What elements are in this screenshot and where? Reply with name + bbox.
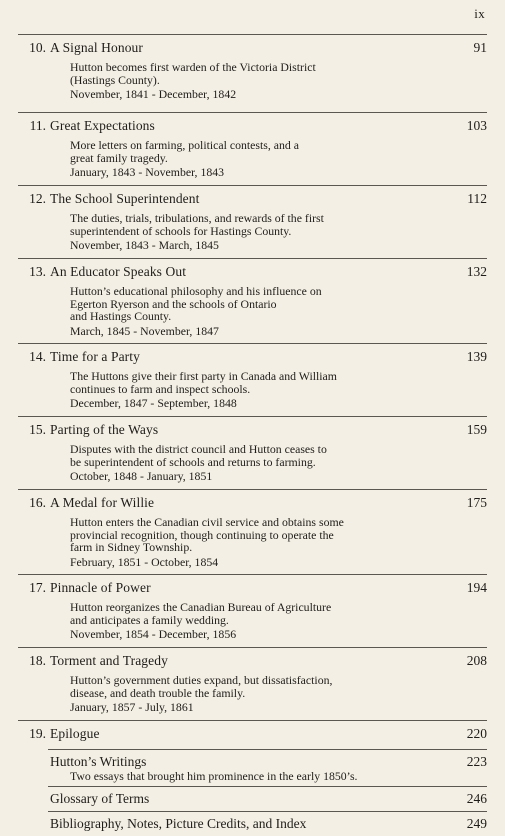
chapter-title: Torment and Tragedy — [50, 653, 168, 668]
chapter-number: 16. — [29, 495, 46, 510]
chapter-page: 132 — [466, 264, 487, 279]
chapter-dates: October, 1848 - January, 1851 — [70, 469, 213, 484]
description-line: More letters on farming, political contests, and a — [70, 138, 299, 152]
section-page: 223 — [466, 754, 487, 769]
description-line: (Hastings County). — [70, 72, 160, 87]
description-line: Hutton’s educational philosophy and his influence on — [70, 284, 322, 298]
toc-entry-chapter-13[interactable] — [0, 259, 505, 343]
chapter-description — [70, 212, 459, 237]
chapter-number: 12. — [29, 191, 46, 206]
section-title: Hutton’s Writings — [50, 754, 147, 769]
toc-entry-chapter-18[interactable] — [0, 648, 505, 720]
chapter-page: 103 — [466, 118, 487, 133]
chapter-dates: March, 1845 - November, 1847 — [70, 323, 219, 338]
chapter-number: 17. — [29, 580, 46, 595]
section-description: Two essays that brought him prominence in the early 1850’s. — [70, 769, 358, 783]
toc-entry-chapter-15[interactable] — [0, 417, 505, 489]
chapter-title: Parting of the Ways — [50, 422, 159, 437]
chapter-title: Great Expectations — [50, 118, 155, 133]
chapter-page: 220 — [466, 726, 487, 741]
toc-entry-huttons-writings[interactable] — [0, 750, 505, 786]
chapter-description — [70, 674, 459, 699]
description-line: continues to farm and inspect schools. — [70, 381, 251, 396]
description-line: superintendent of schools for Hastings County. — [70, 223, 292, 238]
description-line: Egerton Ryerson and the schools of Ontario — [70, 296, 277, 311]
chapter-dates: January, 1843 - November, 1843 — [70, 165, 225, 180]
chapter-title: Time for a Party — [50, 349, 140, 364]
toc-entry-bibliography[interactable] — [0, 812, 505, 836]
chapter-dates: January, 1857 - July, 1861 — [70, 700, 194, 715]
chapter-description — [70, 601, 459, 626]
chapter-number: 11. — [29, 118, 46, 133]
chapter-number: 10. — [29, 40, 46, 55]
description-line: Hutton becomes first warden of the Victoria District — [70, 60, 316, 74]
chapter-page: 194 — [466, 580, 487, 595]
toc-entry-chapter-12[interactable] — [0, 186, 505, 258]
chapter-description — [70, 370, 459, 395]
section-title: Bibliography, Notes, Picture Credits, and Index — [50, 816, 307, 831]
toc-entry-chapter-14[interactable] — [0, 344, 505, 416]
chapter-page: 208 — [466, 653, 487, 668]
description-line: disease, and death trouble the family. — [70, 685, 246, 700]
description-line: great family tragedy. — [70, 150, 168, 165]
chapter-title: A Medal for Willie — [50, 495, 155, 510]
chapter-number: 18. — [29, 653, 46, 668]
description-line: and anticipates a family wedding. — [70, 612, 229, 627]
description-line: farm in Sidney Township. — [70, 540, 193, 555]
description-line: The Huttons give their first party in Canada and William — [70, 369, 337, 383]
toc-entry-chapter-17[interactable] — [0, 575, 505, 647]
chapter-description — [70, 285, 459, 323]
chapter-dates: November, 1854 - December, 1856 — [70, 627, 237, 642]
description-line: provincial recognition, though continuing to operate the — [70, 527, 334, 542]
chapter-title: Epilogue — [50, 726, 100, 741]
toc-entry-glossary[interactable] — [0, 787, 505, 811]
chapter-title: The School Superintendent — [50, 191, 200, 206]
chapter-page: 175 — [466, 495, 487, 510]
description-line: Disputes with the district council and Hutton ceases to — [70, 442, 327, 456]
page-number: ix — [474, 6, 485, 21]
description-line: and Hastings County. — [70, 309, 172, 324]
toc-entry-chapter-16[interactable] — [0, 490, 505, 574]
section-page: 249 — [466, 816, 487, 831]
description-line: Hutton enters the Canadian civil service and obtains some — [70, 515, 344, 529]
chapter-title: An Educator Speaks Out — [50, 264, 187, 279]
toc-entry-epilogue[interactable] — [0, 721, 505, 746]
toc-entry-chapter-10[interactable] — [0, 35, 505, 112]
description-line: Hutton’s government duties expand, but dissatisfaction, — [70, 673, 333, 687]
chapter-number: 14. — [29, 349, 46, 364]
chapter-title: A Signal Honour — [50, 40, 144, 55]
description-line: be superintendent of schools and returns to farming. — [70, 454, 316, 469]
section-page: 246 — [466, 791, 487, 806]
chapter-number: 15. — [29, 422, 46, 437]
chapter-number: 19. — [29, 726, 46, 741]
chapter-description — [70, 61, 459, 86]
chapter-dates: November, 1843 - March, 1845 — [70, 238, 219, 253]
section-title: Glossary of Terms — [50, 791, 150, 806]
table-of-contents — [0, 34, 505, 836]
chapter-page: 139 — [466, 349, 487, 364]
chapter-title: Pinnacle of Power — [50, 580, 151, 595]
chapter-page: 91 — [473, 40, 487, 55]
toc-entry-chapter-11[interactable] — [0, 113, 505, 185]
chapter-page: 112 — [467, 191, 487, 206]
chapter-description — [70, 139, 459, 164]
chapter-dates: November, 1841 - December, 1842 — [70, 87, 237, 102]
chapter-page: 159 — [466, 422, 487, 437]
description-line: The duties, trials, tribulations, and rewards of the first — [70, 211, 324, 225]
chapter-description — [70, 516, 459, 554]
chapter-dates: December, 1847 - September, 1848 — [70, 396, 237, 411]
chapter-dates: February, 1851 - October, 1854 — [70, 554, 219, 569]
chapter-number: 13. — [29, 264, 46, 279]
chapter-description — [70, 443, 459, 468]
description-line: Hutton reorganizes the Canadian Bureau of Agriculture — [70, 600, 332, 614]
